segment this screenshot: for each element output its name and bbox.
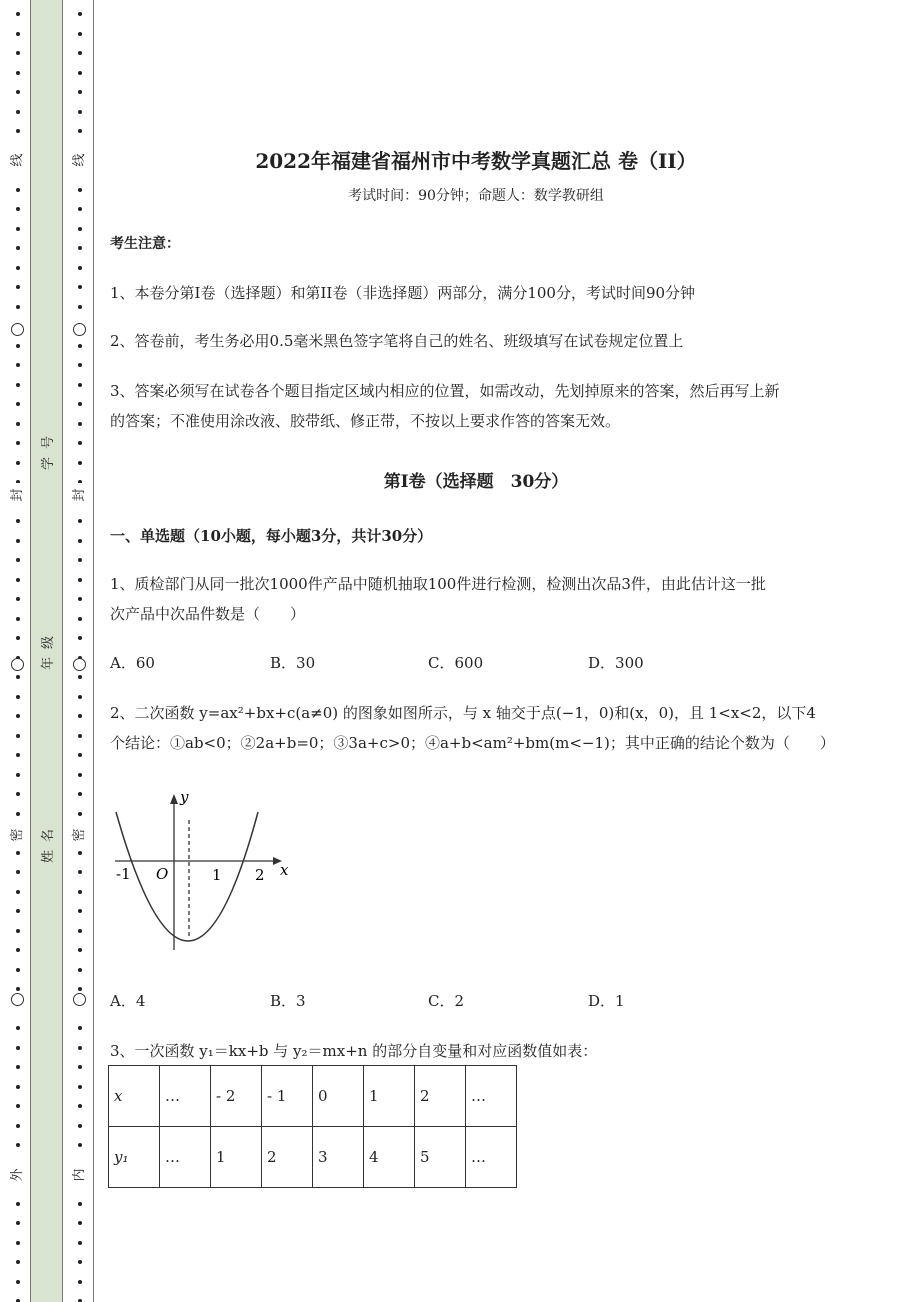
table-cell: y₁ — [109, 1127, 160, 1188]
grade-label: 年级 — [41, 627, 56, 670]
binding-dot — [16, 207, 20, 211]
binding-dot — [78, 422, 82, 426]
binding-dot — [78, 851, 82, 855]
binding-dot — [16, 851, 20, 855]
binding-dot — [78, 227, 82, 231]
table-cell: 4 — [364, 1127, 415, 1188]
binding-dot — [78, 1143, 82, 1147]
binding-dot — [16, 636, 20, 640]
q2-option-b: B．3 — [270, 992, 306, 1010]
binding-dot — [78, 129, 82, 133]
q2-stem: 个结论：①ab<0；②2a+b=0；③3a+c>0；④a+b<am²+bm(m<−1)；其中正确的结论个数为（ ） — [110, 734, 835, 752]
binding-dot — [16, 32, 20, 36]
binding-dot — [16, 870, 20, 874]
table-cell: … — [160, 1066, 211, 1127]
binding-dot — [78, 714, 82, 718]
binding-dot — [78, 870, 82, 874]
binding-dot — [78, 285, 82, 289]
binding-dot — [78, 539, 82, 543]
table-row — [109, 1066, 517, 1127]
binding-mark: 封 — [10, 483, 26, 507]
binding-mark: 外 — [10, 1163, 26, 1187]
y-arrow-icon — [170, 794, 178, 804]
binding-dot — [78, 305, 82, 309]
binding-dot — [16, 110, 20, 114]
binding-dot — [78, 383, 82, 387]
binding-dot — [78, 90, 82, 94]
tick-label: 1 — [212, 866, 222, 884]
binding-dot — [16, 812, 20, 816]
binding-dot — [16, 929, 20, 933]
binding-dot — [16, 441, 20, 445]
binding-dot — [16, 402, 20, 406]
binding-dot — [78, 1202, 82, 1206]
binding-mark: 密 — [72, 823, 88, 847]
binding-dot — [16, 305, 20, 309]
notice-item: 3、答案必须写在试卷各个题目指定区域内相应的位置，如需改动，先划掉原来的答案，然后再写上新 — [110, 382, 780, 400]
binding-dot — [78, 597, 82, 601]
table-cell: 1 — [364, 1066, 415, 1127]
binding-dot — [78, 792, 82, 796]
tick-label: -1 — [116, 865, 131, 883]
binding-dot — [16, 51, 20, 55]
binding-dot — [78, 519, 82, 523]
binding-dot — [16, 909, 20, 913]
binding-dot — [78, 110, 82, 114]
binding-dot — [78, 948, 82, 952]
binding-mark: 密 — [10, 823, 26, 847]
notice-heading: 考生注意： — [110, 236, 180, 252]
binding-dot — [16, 285, 20, 289]
binding-dot — [78, 266, 82, 270]
binding-dot — [78, 1104, 82, 1108]
binding-dot — [16, 227, 20, 231]
binding-dot — [16, 1221, 20, 1225]
binding-dot — [16, 597, 20, 601]
q1-option-a: A．60 — [110, 654, 155, 672]
binding-dot — [16, 1280, 20, 1284]
binding-dot — [78, 929, 82, 933]
q1-option-c: C．600 — [428, 654, 484, 672]
binding-dot — [78, 1221, 82, 1225]
binding-circle-icon — [11, 658, 24, 671]
binding-dot — [16, 129, 20, 133]
binding-dot — [78, 734, 82, 738]
binding-mark: 线 — [72, 148, 88, 172]
binding-dot — [16, 71, 20, 75]
table-cell: … — [160, 1127, 211, 1188]
q1-option-d: D．300 — [588, 654, 644, 672]
binding-dot — [78, 1046, 82, 1050]
binding-dot — [16, 968, 20, 972]
binding-dot — [16, 12, 20, 16]
table-cell: 2 — [415, 1066, 466, 1127]
binding-dot — [16, 578, 20, 582]
binding-circle-icon — [11, 323, 24, 336]
binding-mark: 封 — [72, 483, 88, 507]
binding-dot — [16, 1241, 20, 1245]
binding-dot — [78, 1260, 82, 1264]
page-subtitle: 考试时间：90分钟；命题人：数学教研组 — [348, 188, 604, 204]
binding-dot — [16, 1260, 20, 1264]
binding-dot — [78, 636, 82, 640]
binding-dot — [78, 578, 82, 582]
binding-dot — [16, 1124, 20, 1128]
binding-dot — [78, 909, 82, 913]
binding-dot — [16, 695, 20, 699]
binding-dot — [16, 617, 20, 621]
q1-stem: 次产品中次品件数是（ ） — [110, 605, 306, 623]
tick-label: 2 — [255, 866, 265, 884]
binding-mark: 线 — [10, 148, 26, 172]
binding-dot — [78, 1124, 82, 1128]
binding-dot — [16, 422, 20, 426]
binding-dot — [16, 558, 20, 562]
binding-dot — [78, 51, 82, 55]
binding-dot — [16, 753, 20, 757]
binding-dot — [16, 714, 20, 718]
q2-option-d: D．1 — [588, 992, 625, 1010]
binding-dot — [16, 1026, 20, 1030]
binding-dot — [16, 734, 20, 738]
table-cell: 2 — [262, 1127, 313, 1188]
binding-dot — [78, 753, 82, 757]
binding-dot — [78, 402, 82, 406]
table-cell: 0 — [313, 1066, 364, 1127]
q2-option-a: A．4 — [110, 992, 146, 1010]
table-row — [109, 1127, 517, 1188]
binding-dot — [78, 1026, 82, 1030]
binding-dot — [16, 519, 20, 523]
page-title: 2022年福建省福州市中考数学真题汇总 卷（II） — [255, 149, 697, 173]
table-cell: - 2 — [211, 1066, 262, 1127]
table-cell: … — [466, 1066, 517, 1127]
binding-dot — [78, 12, 82, 16]
x-axis-label: x — [280, 861, 289, 879]
q3-stem: 3、一次函数 y₁＝kx+b 与 y₂＝mx+n 的部分自变量和对应函数值如表： — [110, 1042, 598, 1060]
q2-stem: 2、二次函数 y=ax²+bx+c(a≠0) 的图象如图所示，与 x 轴交于点(−1，0)和(x，0)，且 1<x<2，以下4 — [110, 704, 816, 722]
binding-dot — [78, 812, 82, 816]
binding-dot — [16, 948, 20, 952]
binding-dot — [78, 617, 82, 621]
section-title: 第I卷（选择题 30分） — [383, 472, 569, 492]
origin-label: O — [156, 865, 169, 883]
binding-dot — [16, 1046, 20, 1050]
binding-dot — [16, 539, 20, 543]
binding-dot — [78, 71, 82, 75]
binding-circle-icon — [73, 323, 86, 336]
binding-mark: 内 — [72, 1163, 88, 1187]
binding-dot — [78, 1241, 82, 1245]
binding-dot — [78, 461, 82, 465]
binding-dot — [16, 1202, 20, 1206]
binding-dot — [78, 773, 82, 777]
notice-item: 的答案；不准使用涂改液、胶带纸、修正带，不按以上要求作答的答案无效。 — [110, 412, 621, 430]
binding-dot — [16, 987, 20, 991]
q1-stem: 1、质检部门从同一批次1000件产品中随机抽取100件进行检测，检测出次品3件，由此估计这一批 — [110, 575, 766, 593]
binding-dot — [16, 675, 20, 679]
binding-dot — [16, 773, 20, 777]
binding-dot — [16, 1065, 20, 1069]
binding-dot — [78, 1280, 82, 1284]
binding-dot — [78, 1065, 82, 1069]
binding-dot — [16, 266, 20, 270]
table-cell: - 1 — [262, 1066, 313, 1127]
binding-dot — [78, 363, 82, 367]
binding-dot — [16, 461, 20, 465]
name-label: 姓名 — [41, 820, 56, 863]
binding-dot — [16, 1085, 20, 1089]
binding-dot — [78, 207, 82, 211]
binding-dot — [78, 558, 82, 562]
part-heading: 一、单选题（10小题，每小题3分，共计30分） — [110, 527, 433, 545]
binding-dot — [78, 675, 82, 679]
binding-dot — [78, 987, 82, 991]
binding-dot — [16, 383, 20, 387]
q3-value-table — [108, 1065, 517, 1188]
q1-option-b: B．30 — [270, 654, 316, 672]
binding-dot — [78, 695, 82, 699]
table-cell: 5 — [415, 1127, 466, 1188]
table-cell: … — [466, 1127, 517, 1188]
binding-dot — [78, 890, 82, 894]
binding-dot — [78, 1085, 82, 1089]
binding-dot — [16, 890, 20, 894]
parabola-graph — [100, 780, 320, 960]
q2-option-c: C．2 — [428, 992, 465, 1010]
binding-dot — [78, 968, 82, 972]
table-cell: 1 — [211, 1127, 262, 1188]
binding-dot — [16, 246, 20, 250]
binding-dot — [78, 32, 82, 36]
binding-circle-icon — [73, 658, 86, 671]
table-cell: 3 — [313, 1127, 364, 1188]
binding-dot — [16, 792, 20, 796]
parabola-curve — [116, 812, 258, 941]
y-axis-label: y — [180, 788, 189, 806]
student-id-label: 学号 — [41, 427, 56, 470]
notice-item: 2、答卷前，考生务必用0.5毫米黑色签字笔将自己的姓名、班级填写在试卷规定位置上 — [110, 332, 684, 350]
binding-dot — [16, 90, 20, 94]
binding-dot — [16, 1143, 20, 1147]
binding-dot — [16, 344, 20, 348]
binding-dot — [78, 246, 82, 250]
binding-dot — [16, 1104, 20, 1108]
binding-circle-icon — [73, 993, 86, 1006]
binding-dot — [16, 363, 20, 367]
binding-dot — [78, 441, 82, 445]
table-cell: x — [109, 1066, 160, 1127]
binding-dot — [78, 344, 82, 348]
binding-circle-icon — [11, 993, 24, 1006]
notice-item: 1、本卷分第I卷（选择题）和第II卷（非选择题）两部分，满分100分，考试时间90分钟 — [110, 284, 696, 302]
